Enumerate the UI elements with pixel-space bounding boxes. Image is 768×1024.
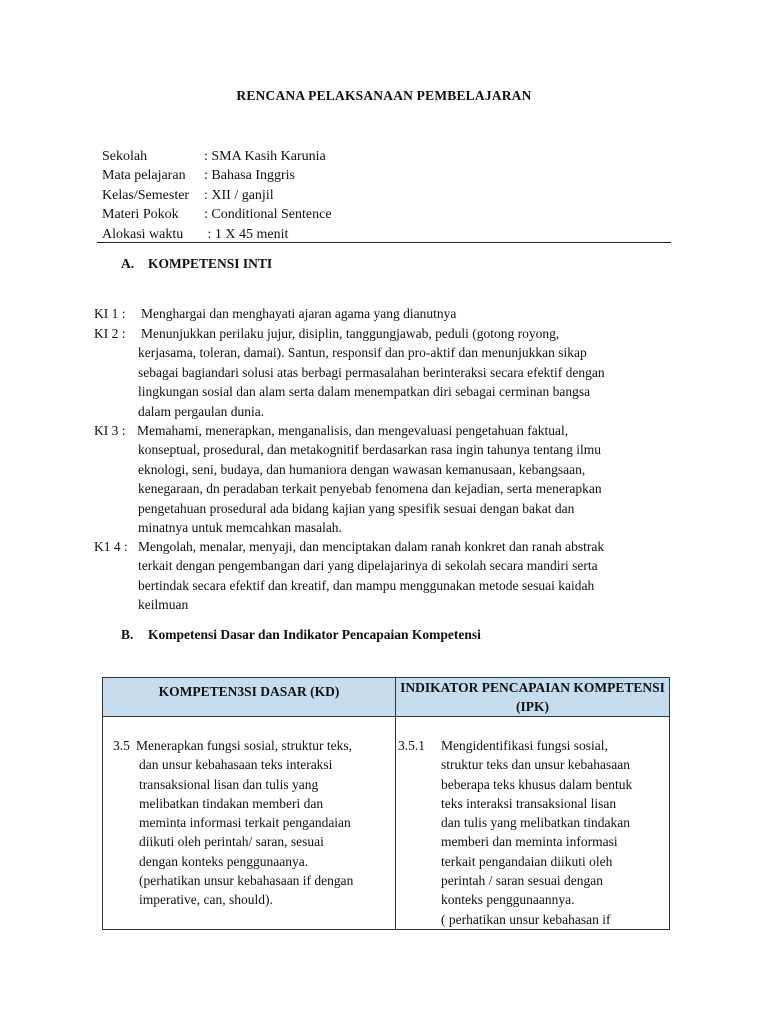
ki-text-line: konseptual, prosedural, dan metakognitif berdasarkan rasa ingin tahunya tentang ilmu [138, 442, 601, 458]
ki-text-line: kenegaraan, dn peradaban terkait penyebab fenomena dan kejadian, serta menerapkan [138, 481, 602, 497]
ki-item-1 [94, 304, 456, 323]
ki-item-3 [94, 421, 602, 537]
ki-text-line: dalam pergaulan dunia. [138, 403, 265, 419]
section-a-title: KOMPETENSI INTI [148, 256, 273, 271]
section-b-heading [121, 627, 481, 643]
table-header-row [103, 678, 670, 717]
identity-key: Materi Pokok [102, 207, 179, 223]
ki-text-line: minatnya untuk memcahkan masalah. [138, 519, 342, 535]
ki-text-line: Memahami, menerapkan, menganalisis, dan mengevaluasi pengetahuan faktual, [137, 423, 569, 438]
table-row [103, 717, 670, 930]
ipk-text-line: struktur teks dan unsur kebahasaan [441, 757, 630, 773]
ki-text-line: kerjasama, toleran, damai). Santun, responsif dan pro-aktif dan menunjukkan sikap [138, 345, 587, 361]
kd-column-header: KOMPETEN3SI DASAR (KD) [103, 678, 396, 717]
identity-key: Alokasi waktu [102, 226, 184, 242]
ipk-text-line: beberapa teks khusus dalam bentuk [441, 776, 633, 792]
identity-row-class [102, 186, 332, 205]
ipk-column-header: INDIKATOR PENCAPAIAN KOMPETENSI (IPK) [396, 678, 670, 717]
kd-cell [103, 717, 396, 930]
ki-text-line: Mengolah, menalar, menyaji, dan menciptakan dalam ranah konkret dan ranah abstrak [138, 539, 605, 554]
ki-label: KI 1 : [94, 306, 126, 321]
ki-text-line: lingkungan sosial dan alam serta dalam menempatkan diri sebagai cerminan bangsa [138, 384, 591, 400]
kd-text-line: meminta informasi terkait pengandaian [139, 815, 351, 831]
ipk-text-line: ( perhatikan unsur kebahasan if [441, 911, 611, 927]
section-b-letter: B. [121, 627, 134, 642]
ki-label: KI 3 : [94, 423, 126, 438]
ki-text-line: sebagai bagiandari solusi atas berbagi permasalahan berinteraksi secara efektif dengan [138, 364, 605, 380]
ki-text-line: Menunjukkan perilaku jujur, disiplin, tanggungjawab, peduli (gotong royong, [141, 326, 560, 341]
identity-row-school [102, 147, 332, 166]
kd-text-line: transaksional lisan dan tulis yang [139, 776, 319, 792]
kd-text-line: diikuti oleh perintah/ saran, sesuai [139, 834, 324, 850]
identity-value: : 1 X 45 menit [204, 226, 289, 242]
kd-number: 3.5 [113, 738, 130, 753]
ki-text-line: bertindak secara efektif dan kreatif, dan mampu menggunakan metode sesuai kaidah [138, 577, 595, 593]
identity-value: : Conditional Sentence [204, 207, 332, 223]
ki-item-2 [94, 324, 605, 421]
kd-text-line: melibatkan tindakan memberi dan [139, 795, 324, 811]
section-a-heading [121, 256, 272, 272]
ipk-text-line: memberi dan meminta informasi [441, 834, 618, 850]
identity-value: : Bahasa Inggris [204, 168, 295, 184]
ki-text-line: Menghargai dan menghayati ajaran agama yang dianutnya [141, 306, 457, 321]
ipk-text-line: konteks penggunaannya. [441, 892, 575, 908]
ki-text-line: keilmuan [138, 597, 189, 613]
ipk-text-line: perintah / saran sesuai dengan [441, 873, 603, 889]
kd-text-line: imperative, can, should). [139, 892, 273, 908]
ipk-text-line: teks interaksi transaksional lisan [441, 795, 617, 811]
ki-text-line: pengetahuan prosedural ada bidang kajian yang spesifik sesuai dengan bakat dan [138, 500, 575, 516]
identity-divider [97, 242, 671, 243]
ipk-number: 3.5.1 [398, 738, 425, 753]
ki-text-line: eknologi, seni, budaya, dan humaniora dengan wawasan kemanusaan, kebangsaan, [138, 461, 586, 477]
ipk-text-line: terkait pengandaian diikuti oleh [441, 853, 613, 869]
ipk-text-line: Mengidentifikasi fungsi sosial, [441, 738, 608, 753]
kd-text-line: Menerapkan fungsi sosial, struktur teks, [136, 738, 352, 753]
identity-table [102, 147, 332, 244]
section-b-title: Kompetensi Dasar dan Indikator Pencapaian Kompetensi [148, 627, 481, 642]
kd-text-line: (perhatikan unsur kebahasaan if dengan [139, 873, 354, 889]
ipk-cell [396, 717, 670, 930]
identity-row-topic [102, 205, 332, 224]
identity-value: : SMA Kasih Karunia [204, 149, 326, 164]
kd-text-line: dan unsur kebahasaan teks interaksi [139, 757, 333, 773]
identity-value: : XII / ganjil [204, 187, 274, 203]
competency-table [102, 677, 670, 930]
identity-row-subject [102, 166, 332, 185]
section-a-letter: A. [121, 256, 135, 271]
ki-label: KI 2 : [94, 326, 126, 341]
identity-key: Kelas/Semester [102, 187, 190, 203]
document-title: RENCANA PELAKSANAAN PEMBELAJARAN [236, 88, 532, 103]
kd-text-line: dengan konteks penggunaanya. [139, 853, 309, 869]
ki-label: K1 4 : [94, 539, 128, 554]
ki-text-line: terkait dengan pengembangan dari yang dipelajarinya di sekolah secara mandiri serta [138, 558, 598, 574]
identity-key: Sekolah [102, 149, 148, 164]
identity-key: Mata pelajaran [102, 168, 186, 184]
ki-item-4 [94, 537, 604, 615]
ipk-text-line: dan tulis yang melibatkan tindakan [441, 815, 630, 831]
